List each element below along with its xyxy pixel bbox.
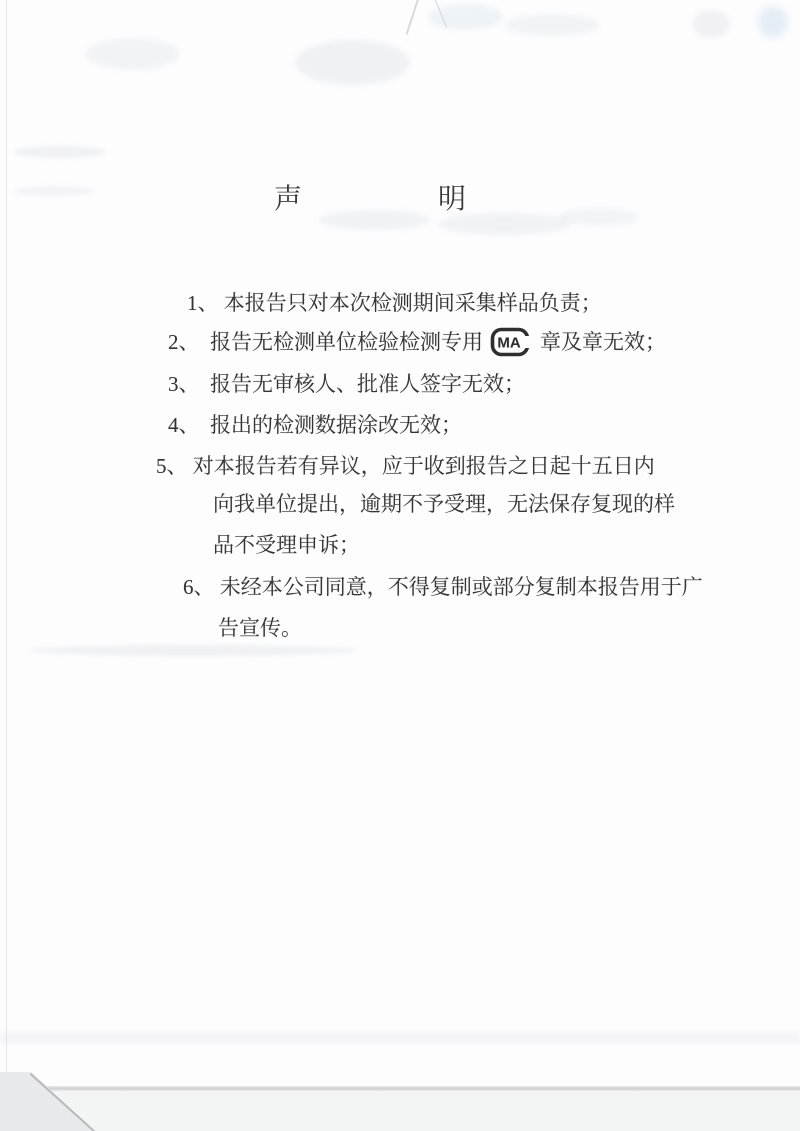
statement-item-1: 1、 本报告只对本次检测期间采集样品负责； [187, 291, 602, 315]
scan-smudge [85, 38, 180, 70]
scan-smudge [28, 645, 358, 656]
scan-smudge [295, 40, 410, 85]
scan-band [0, 1032, 800, 1044]
scan-smudge [692, 10, 730, 38]
statement-item-6-line-1: 6、 未经本公司同意，不得复制或部分复制本报告用于广 [183, 575, 703, 599]
scan-scratch-mark [434, 0, 447, 28]
page-bottom-edge-line [0, 1086, 800, 1091]
statement-item-5-line-1: 5、 对本报告若有异议，应于收到报告之日起十五日内 [156, 454, 655, 478]
statement-item-5-line-3: 品不受理申诉； [213, 533, 360, 557]
page-edge-line [6, 0, 7, 1131]
statement-item-2-suffix: 章及章无效； [540, 330, 666, 354]
scan-smudge [14, 186, 94, 196]
scan-scratch-mark [406, 0, 420, 35]
cma-stamp-icon [490, 327, 531, 357]
statement-item-6-line-2: 告宣传。 [218, 616, 302, 640]
statement-item-3: 3、 报告无审核人、批准人签字无效； [168, 372, 525, 396]
page-bottom-area [0, 1091, 800, 1131]
page-title: 声明 [274, 184, 603, 215]
statement-item-2 [168, 327, 666, 357]
scan-smudge [505, 14, 600, 36]
scan-smudge [428, 4, 503, 30]
cma-stamp-label: MA [497, 334, 521, 352]
statement-item-2-prefix: 2、 报告无检测单位检验检测专用 [168, 330, 483, 354]
statement-item-4: 4、 报出的检测数据涂改无效； [168, 413, 462, 437]
scan-smudge [758, 6, 788, 38]
scan-smudge [14, 146, 106, 158]
statement-item-5-line-2: 向我单位提出，逾期不予受理，无法保存复现的样 [213, 492, 675, 516]
